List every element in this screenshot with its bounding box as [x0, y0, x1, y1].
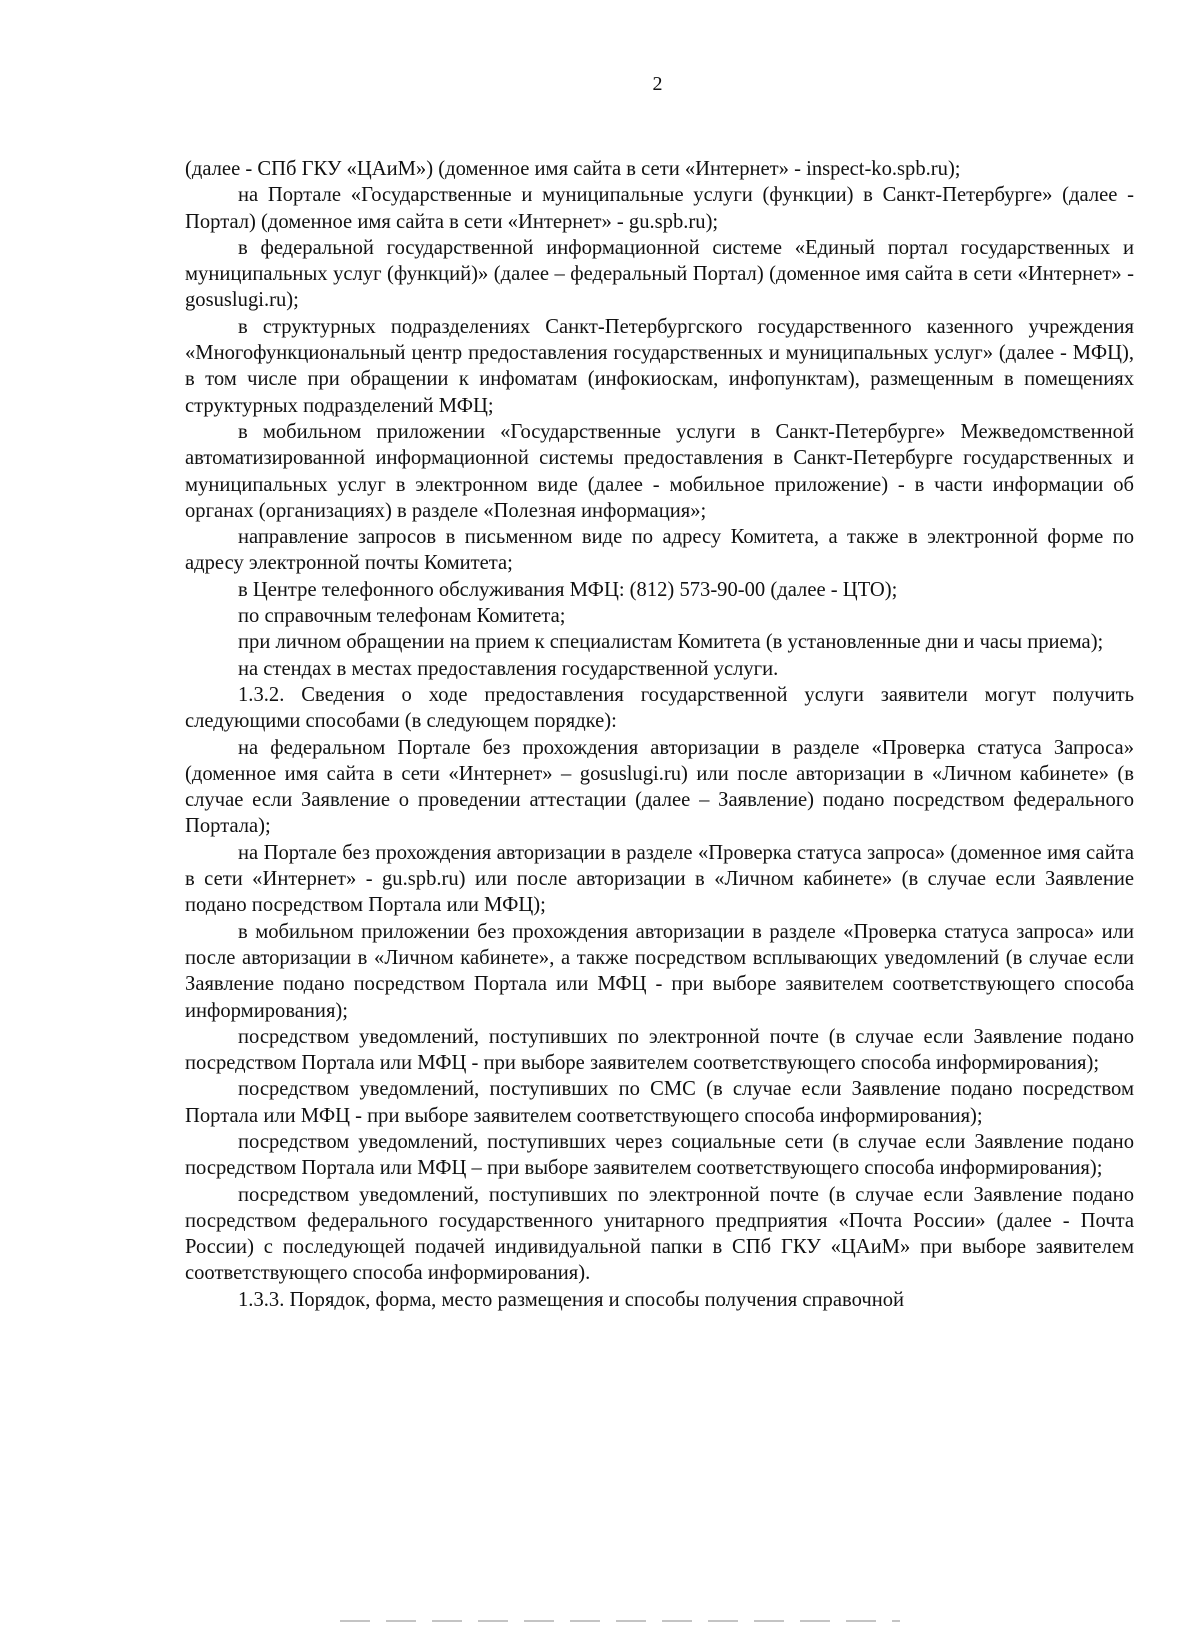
section-paragraph-1-3-3: 1.3.3. Порядок, форма, место размещения и способы получения справочной: [238, 1288, 905, 1311]
paragraph: на Портале «Государственные и муниципальные услуги (функции) в Санкт-Петербурге» (далее - Портал) (доменное имя сайта в сети «Интернет» - gu.spb.ru);: [185, 184, 1134, 233]
scan-artifact-divider: [340, 1620, 900, 1622]
paragraph: на стендах в местах предоставления государственной услуги.: [238, 657, 779, 680]
paragraph: в Центре телефонного обслуживания МФЦ: (812) 573-90-00 (далее - ЦТО);: [238, 578, 898, 601]
paragraph: в мобильном приложении без прохождения авторизации в разделе «Проверка статуса запроса» или после авторизации в «Личном кабинете», а также посредством всплывающих уведомлений (в случае если Заявление подано посредством Портала или МФЦ - при выборе заявителем соответствующего способа информирования);: [185, 920, 1134, 1022]
paragraph: в структурных подразделениях Санкт-Петербургского государственного казенного учреждения «Многофункциональный центр предоставления государственных и муниципальных услуг» (далее - МФЦ), в том числе при обращении к инфоматам (инфокиоскам, инфопунктам), размещенным в помещениях структурных подразделений МФЦ;: [185, 315, 1134, 417]
paragraph: посредством уведомлений, поступивших через социальные сети (в случае если Заявление подано посредством Портала или МФЦ – при выборе заявителем соответствующего способа информирования);: [185, 1130, 1134, 1180]
page-number: 2: [652, 73, 663, 95]
paragraph: посредством уведомлений, поступивших по электронной почте (в случае если Заявление подано посредством федерального государственного унитарного предприятия «Почта России» (далее - Почта России) с последующей подачей индивидуальной папки в СПб ГКУ «ЦАиМ» при выборе заявителем соответствующего способа информирования).: [185, 1183, 1134, 1285]
paragraph: направление запросов в письменном виде по адресу Комитета, а также в электронной форме по адресу электронной почты Комитета;: [185, 526, 1134, 575]
paragraph: в федеральной государственной информационной системе «Единый портал государственных и муниципальных услуг (функций)» (далее – федеральный Портал) (доменное имя сайта в сети «Интернет» - gosuslugi.ru);: [185, 236, 1134, 312]
paragraph: посредством уведомлений, поступивших по электронной почте (в случае если Заявление подано посредством Портала или МФЦ - при выборе заявителем соответствующего способа информирования);: [185, 1025, 1134, 1075]
section-paragraph-1-3-2: 1.3.2. Сведения о ходе предоставления государственной услуги заявители могут получить следующими способами (в следующем порядке):: [185, 683, 1134, 733]
document-body: [185, 156, 1134, 1313]
paragraph: на федеральном Портале без прохождения авторизации в разделе «Проверка статуса Запроса» (доменное имя сайта в сети «Интернет» – gosuslugi.ru) или после авторизации в «Личном кабинете» (в случае если Заявление о проведении аттестации (далее – Заявление) подано посредством федерального Портала);: [185, 736, 1134, 838]
paragraph: на Портале без прохождения авторизации в разделе «Проверка статуса запроса» (доменное имя сайта в сети «Интернет» - gu.spb.ru) или после авторизации в «Личном кабинете» (в случае если Заявление подано посредством Портала или МФЦ);: [185, 841, 1134, 917]
paragraph: по справочным телефонам Комитета;: [238, 605, 566, 628]
paragraph: в мобильном приложении «Государственные услуги в Санкт-Петербурге» Межведомственной автоматизированной информационной системы предоставления в Санкт-Петербурге государственных и муниципальных услуг в электронном виде (далее - мобильное приложение) - в части информации об органах (организациях) в разделе «Полезная информация»;: [185, 420, 1134, 522]
paragraph: (далее - СПб ГКУ «ЦАиМ») (доменное имя сайта в сети «Интернет» - inspect-ko.spb.ru);: [185, 158, 961, 180]
paragraph: при личном обращении на прием к специалистам Комитета (в установленные дни и часы приема);: [238, 631, 1104, 654]
paragraph: посредством уведомлений, поступивших по СМС (в случае если Заявление подано посредством Портала или МФЦ - при выборе заявителем соответствующего способа информирования);: [185, 1078, 1134, 1127]
